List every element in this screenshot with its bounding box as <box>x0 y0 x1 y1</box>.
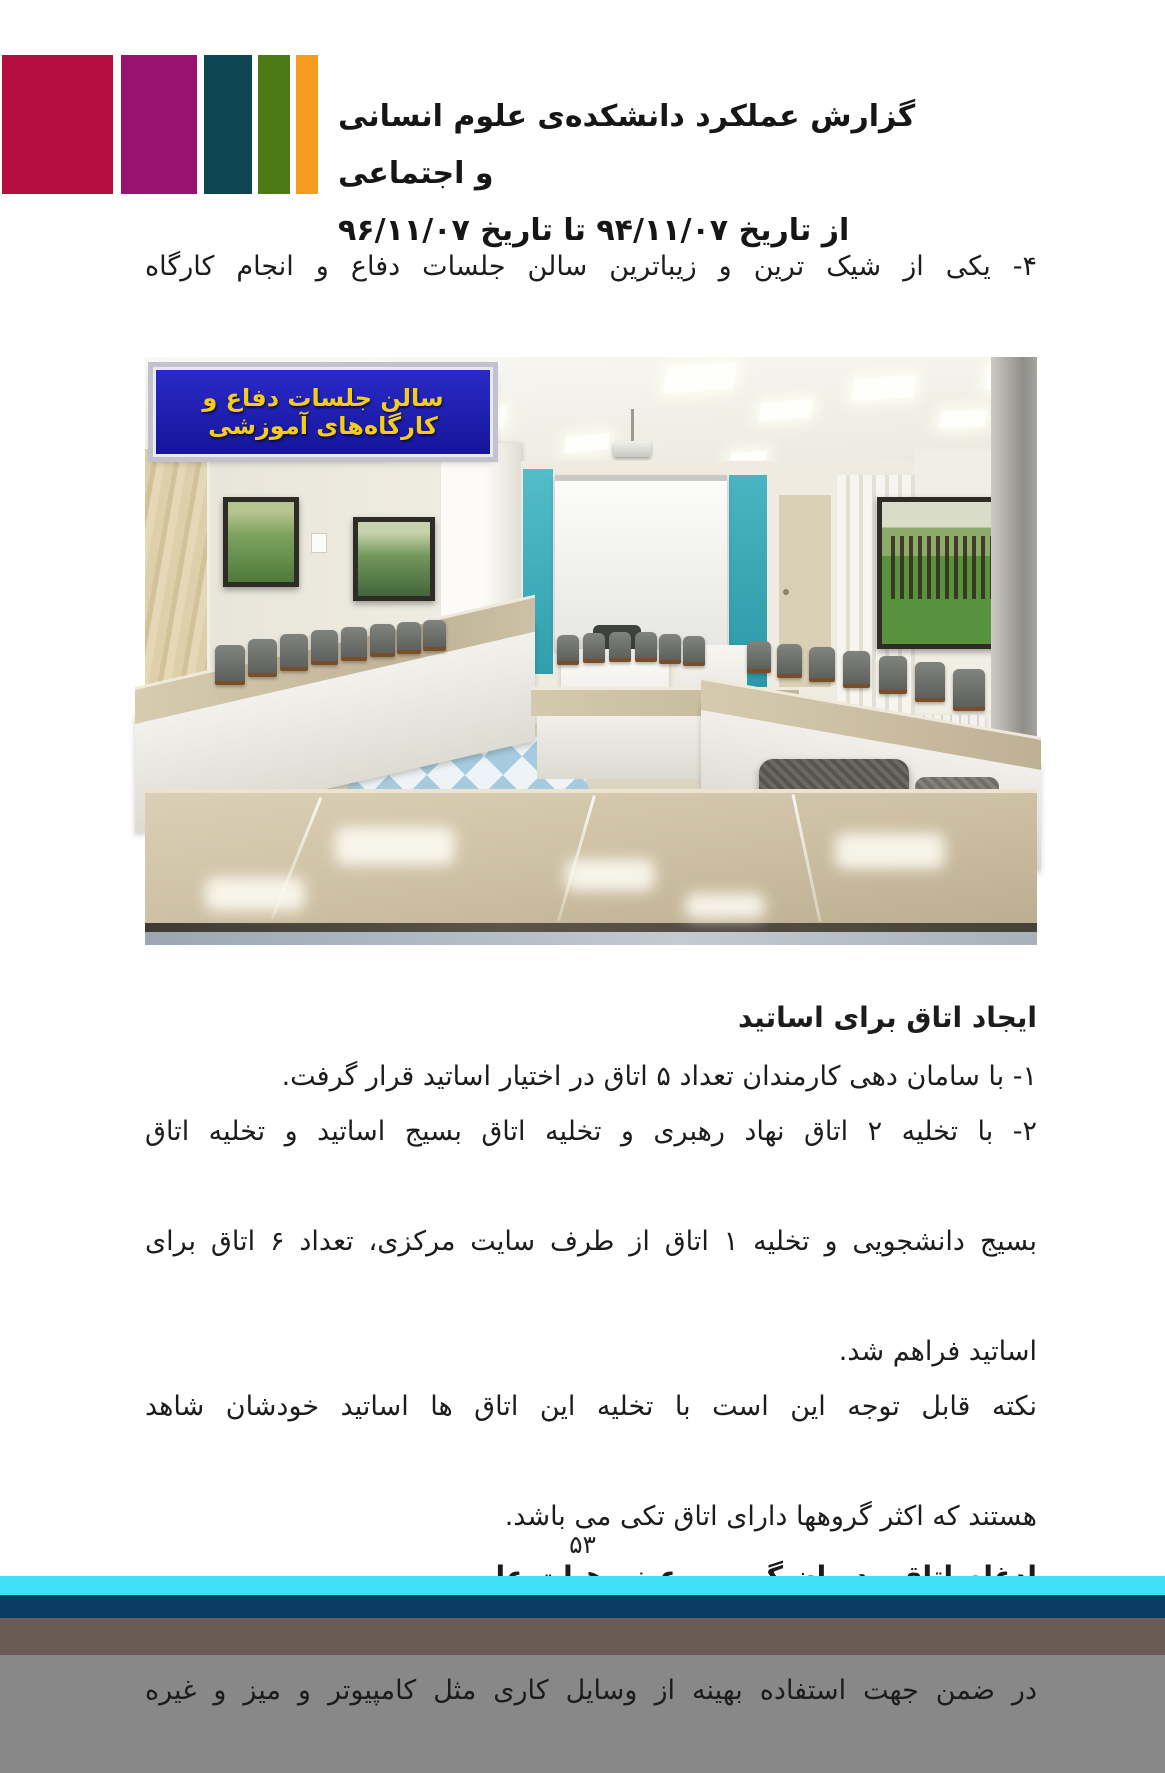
accent-bar-teal <box>204 55 252 194</box>
footer-bar-taupe <box>0 1618 1165 1655</box>
chair <box>879 656 907 694</box>
body-text-line: هستند که اکثر گروهها دارای اتاق تکی می باشد. <box>504 1501 1037 1532</box>
thermostat <box>311 533 327 553</box>
footer-bar-navy <box>0 1595 1165 1618</box>
chair <box>311 630 338 665</box>
section-1 <box>145 995 1037 1544</box>
body-text-line: ۱- با سامان دهی کارمندان تعداد ۵ اتاق در اختیار اساتید قرار گرفت. <box>281 1061 1037 1092</box>
light-reflection <box>565 859 655 891</box>
chair <box>280 634 308 671</box>
chair <box>397 622 421 654</box>
projector-stem <box>631 409 634 443</box>
meeting-room-photo <box>145 357 1037 945</box>
chair <box>423 620 446 651</box>
page-number: ۵۳ <box>569 1530 596 1559</box>
door-knob <box>783 589 789 595</box>
report-date-range: از تاریخ ۹۴/۱۱/۰۷ تا تاریخ ۹۶/۱۱/۰۷ <box>338 213 850 248</box>
projection-screen <box>555 475 727 649</box>
report-header <box>338 88 938 259</box>
body-text-line: در ضمن جهت استفاده بهینه از وسایل کاری مثل کامپیوتر و میز و غیره <box>145 1675 1037 1706</box>
report-sections <box>145 995 1037 1773</box>
picture-figures <box>891 536 990 598</box>
hall-sign <box>153 367 493 457</box>
ceiling-light <box>851 375 917 401</box>
chair <box>557 635 579 665</box>
chair <box>843 651 870 688</box>
framed-picture-left-1 <box>223 497 299 587</box>
body-text-line: اساتید فراهم شد. <box>838 1336 1037 1367</box>
body-text-line: ۴- یکی از شیک ترین و زیباترین سالن جلسات دفاع و انجام کارگاه <box>145 251 1037 282</box>
projector-icon <box>613 441 651 457</box>
accent-bar-green <box>258 55 290 194</box>
body-text-line: ۲- با تخلیه ۲ اتاق نهاد رهبری و تخلیه اتاق بسیج اساتید و تخلیه اتاق <box>145 1116 1037 1147</box>
framed-picture-left-2 <box>353 517 435 601</box>
table-seam <box>557 795 596 921</box>
body-text-line: بسیج دانشجویی و تخلیه ۱ اتاق از طرف سایت مرکزی، تعداد ۶ اتاق برای <box>145 1226 1037 1257</box>
chair <box>215 645 245 685</box>
footer-bar-cyan <box>0 1576 1165 1595</box>
hall-sign-text: سالن جلسات دفاع و کارگاه‌های آموزشی <box>202 384 444 440</box>
chair <box>248 639 277 677</box>
light-reflection <box>685 893 765 919</box>
photo-bottom-gray-strip <box>145 932 1037 945</box>
accent-bar-crimson <box>2 55 113 194</box>
foreground-table <box>145 789 1037 923</box>
ceiling-light <box>663 362 737 393</box>
report-title: گزارش عملکرد دانشکده‌ی علوم انسانی و اجتماعی <box>338 99 916 191</box>
chair <box>809 647 835 682</box>
chair <box>659 634 681 664</box>
accent-bar-orange <box>296 55 318 194</box>
chair <box>953 669 985 711</box>
chair <box>635 632 657 662</box>
table-seam <box>792 794 822 922</box>
ceiling-light <box>938 410 987 428</box>
framed-picture-right <box>877 497 1005 649</box>
body-text-line: نکته قابل توجه این است با تخلیه این اتاق ها اساتید خودشان شاهد <box>145 1391 1037 1422</box>
chair <box>341 627 367 661</box>
chair <box>777 644 802 678</box>
chair <box>915 662 945 702</box>
chair <box>683 636 705 666</box>
ceiling-light <box>758 399 813 421</box>
light-reflection <box>835 833 945 869</box>
section-heading: ایجاد اتاق برای اساتید <box>737 1001 1037 1034</box>
chair <box>609 632 631 662</box>
chair <box>370 624 395 657</box>
light-reflection <box>335 827 455 865</box>
chair <box>747 641 771 673</box>
accent-bar-magenta <box>121 55 197 194</box>
chair <box>583 633 605 663</box>
light-reflection <box>205 877 305 911</box>
